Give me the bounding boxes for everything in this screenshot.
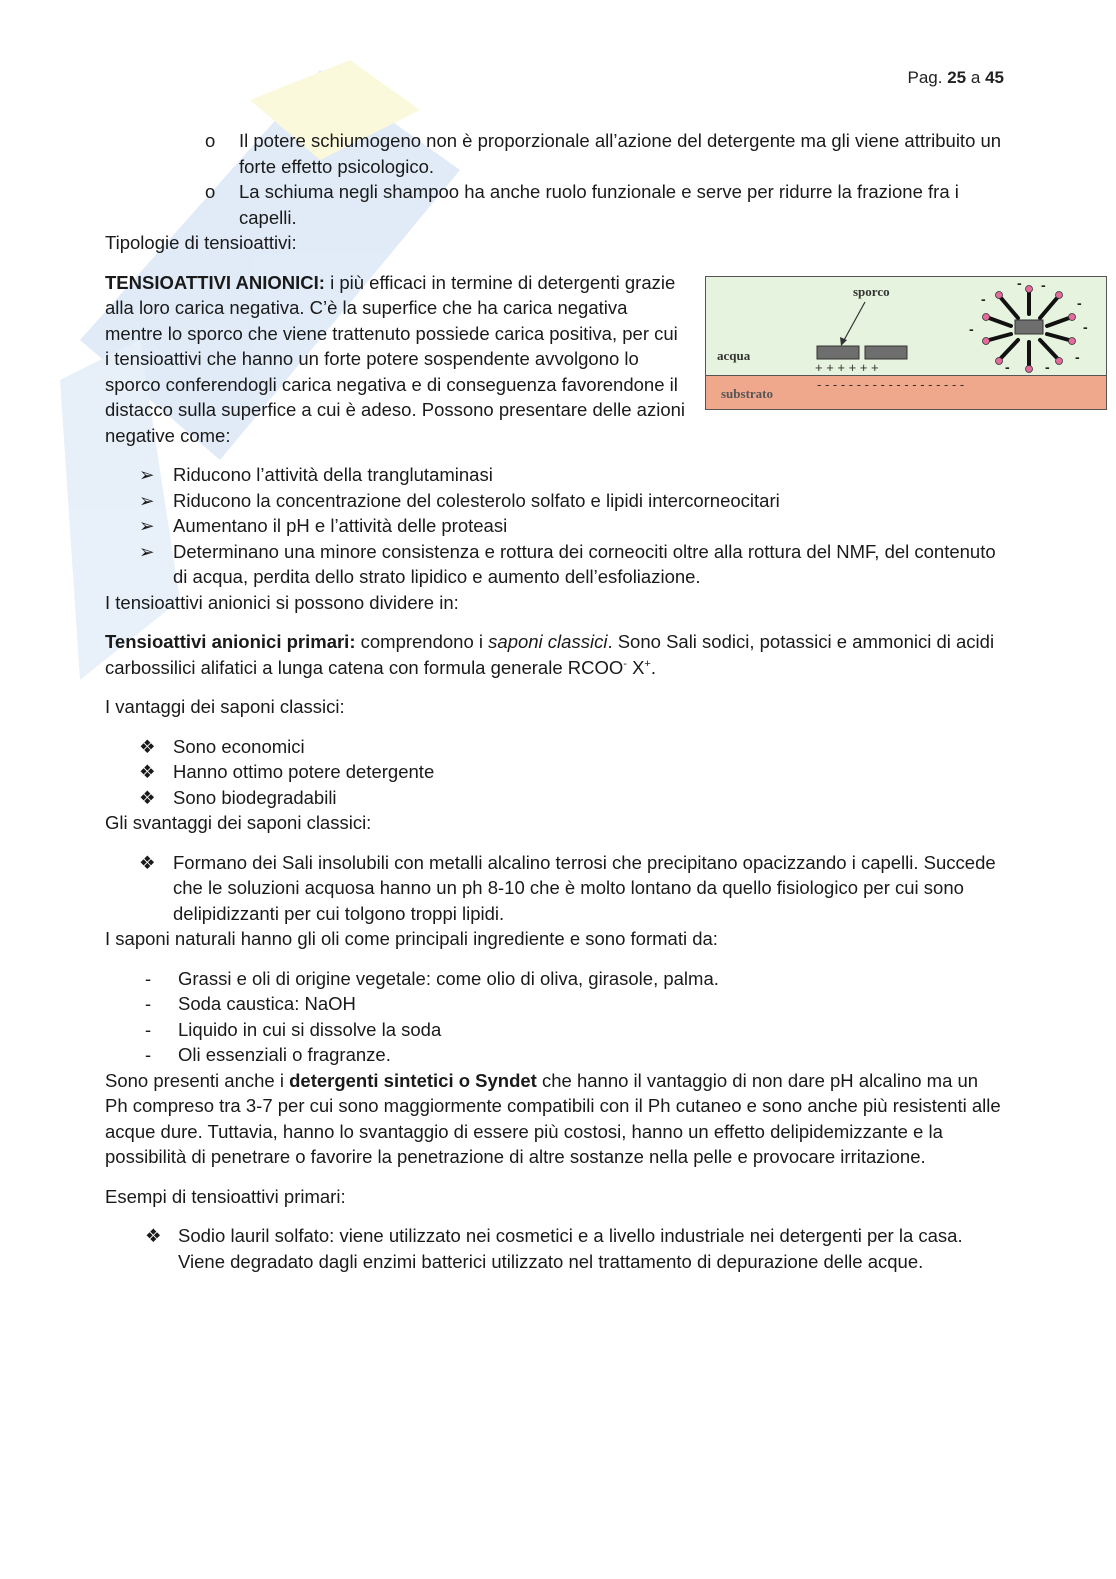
page-number: Pag. 25 a 45 bbox=[907, 68, 1004, 87]
dirt-particle bbox=[817, 346, 859, 359]
primary-paragraph: Tensioattivi anionici primari: comprendono i saponi classici. Sono Sali sodici, potassici e ammonici di acidi carbossilici alifatici a lunga catena con formula generale RCOO- X+. bbox=[105, 631, 995, 678]
svg-text:-: - bbox=[1045, 358, 1050, 375]
plus-charges: + + + + + + bbox=[815, 359, 879, 375]
anionic-split: I tensioattivi anionici si possono dividere in: bbox=[105, 591, 459, 613]
natural-intro: I saponi naturali hanno gli oli come principali ingrediente e sono formati da: bbox=[105, 928, 718, 949]
minus-charges: - - - - - - - - - - - - - - - - - - - bbox=[817, 376, 965, 392]
list-item: - Liquido in cui si dissolve la soda bbox=[145, 1018, 442, 1040]
list-item: ❖ Hanno ottimo potere detergente bbox=[139, 761, 435, 782]
list-item: - Grassi e oli di origine vegetale: come olio di oliva, girasole, palma. bbox=[145, 967, 719, 989]
disadvantages-intro: Gli svantaggi dei saponi classici: bbox=[105, 812, 372, 833]
list-item: o La schiuma negli shampoo ha anche ruolo funzionale e serve per ridurre la frazione fra i capelli. bbox=[205, 181, 959, 228]
list-item: - Soda caustica: NaOH bbox=[145, 993, 356, 1014]
svg-text:-: - bbox=[969, 320, 974, 337]
list-item: - Oli essenziali o fragranze. bbox=[145, 1044, 391, 1065]
svg-text:-: - bbox=[1041, 276, 1046, 293]
examples-intro: Esempi di tensioattivi primari: bbox=[105, 1185, 346, 1207]
dirt-label: sporco bbox=[853, 283, 890, 299]
list-item: ❖ Sodio lauril solfato: viene utilizzato nei cosmetici e a livello industriale nei detergenti per la casa. Viene degradato dagli enzimi batterici utilizzato nel trattamento di depurazione delle acque. bbox=[145, 1225, 963, 1272]
svg-text:-: - bbox=[1005, 358, 1010, 375]
document-body bbox=[105, 128, 1088, 1274]
foam-list bbox=[105, 128, 1005, 230]
types-intro: Tipologie di tensioattivi: bbox=[105, 232, 297, 253]
anionic-section bbox=[105, 270, 1088, 449]
substrate-label: substrato bbox=[721, 385, 774, 401]
negative-effects-list bbox=[105, 462, 1005, 590]
svg-text:-: - bbox=[1017, 275, 1022, 291]
svg-text:-: - bbox=[1075, 348, 1080, 365]
dirt-particle bbox=[865, 346, 907, 359]
anionic-paragraph: TENSIOATTIVI ANIONICI: i più efficaci in termine di detergenti grazie alla loro carica negativa. C’è la superfice che ha carica negativa mentre lo sporco che viene trattenuto possiede carica positiva, per cui i tensioattivi che hanno un forte potere sospendente avvolgono lo sporco conferendogli carica negativa e di conseguenza favorendone il distacco sulla superfice a cui è adeso. Possono presentare delle azioni negative come: bbox=[105, 271, 686, 446]
list-item: ➢ Riducono l’attività della tranglutaminasi bbox=[139, 464, 493, 485]
list-item: ❖ Sono biodegradabili bbox=[139, 786, 337, 808]
examples-list bbox=[105, 1223, 1005, 1274]
list-item: ➢ Determinano una minore consistenza e rottura dei corneociti oltre alla rottura del NMF, del contenuto di acqua, perdita dello strato lipidico e aumento dell’esfoliazione. bbox=[139, 540, 996, 587]
advantages-list bbox=[105, 734, 1005, 811]
list-item: ❖ Formano dei Sali insolubili con metalli alcalino terrosi che precipitano opacizzando i capelli. Succede che le soluzioni acquosa hanno un ph 8-10 che è molto lontano da quello fisiologico per cui sono delipidizzanti per cui tolgono troppi lipidi. bbox=[139, 851, 996, 924]
svg-text:-: - bbox=[1077, 294, 1082, 311]
list-item: ❖ Sono economici bbox=[139, 735, 305, 757]
svg-text:-: - bbox=[981, 290, 986, 307]
list-item: ➢ Riducono la concentrazione del colesterolo solfato e lipidi intercorneocitari bbox=[139, 489, 780, 511]
natural-ingredients-list bbox=[105, 966, 1005, 1068]
micelle-diagram bbox=[705, 276, 1107, 410]
list-item: o Il potere schiumogeno non è proporzionale all’azione del detergente ma gli viene attribuito un forte effetto psicologico. bbox=[205, 130, 1002, 177]
syndet-paragraph: Sono presenti anche i detergenti sintetici o Syndet che hanno il vantaggio di non dare pH alcalino ma un Ph compreso tra 3-7 per cui sono maggiormente compatibili con il Ph cutaneo e sono anche più resistenti alle acque dure. Tuttavia, hanno lo svantaggio di essere più costosi, hanno un effetto delipidemizzante e la possibilità di penetrare o favorire la penetrazione di altre sostanze nella pelle e provocare irritazione. bbox=[105, 1069, 1001, 1167]
trapped-dirt bbox=[1015, 320, 1043, 334]
water-label: acqua bbox=[717, 347, 751, 363]
list-item: ➢ Aumentano il pH e l’attività delle proteasi bbox=[139, 515, 508, 536]
svg-text:-: - bbox=[1083, 318, 1088, 335]
disadvantages-list bbox=[105, 850, 1005, 927]
advantages-intro: I vantaggi dei saponi classici: bbox=[105, 696, 345, 717]
